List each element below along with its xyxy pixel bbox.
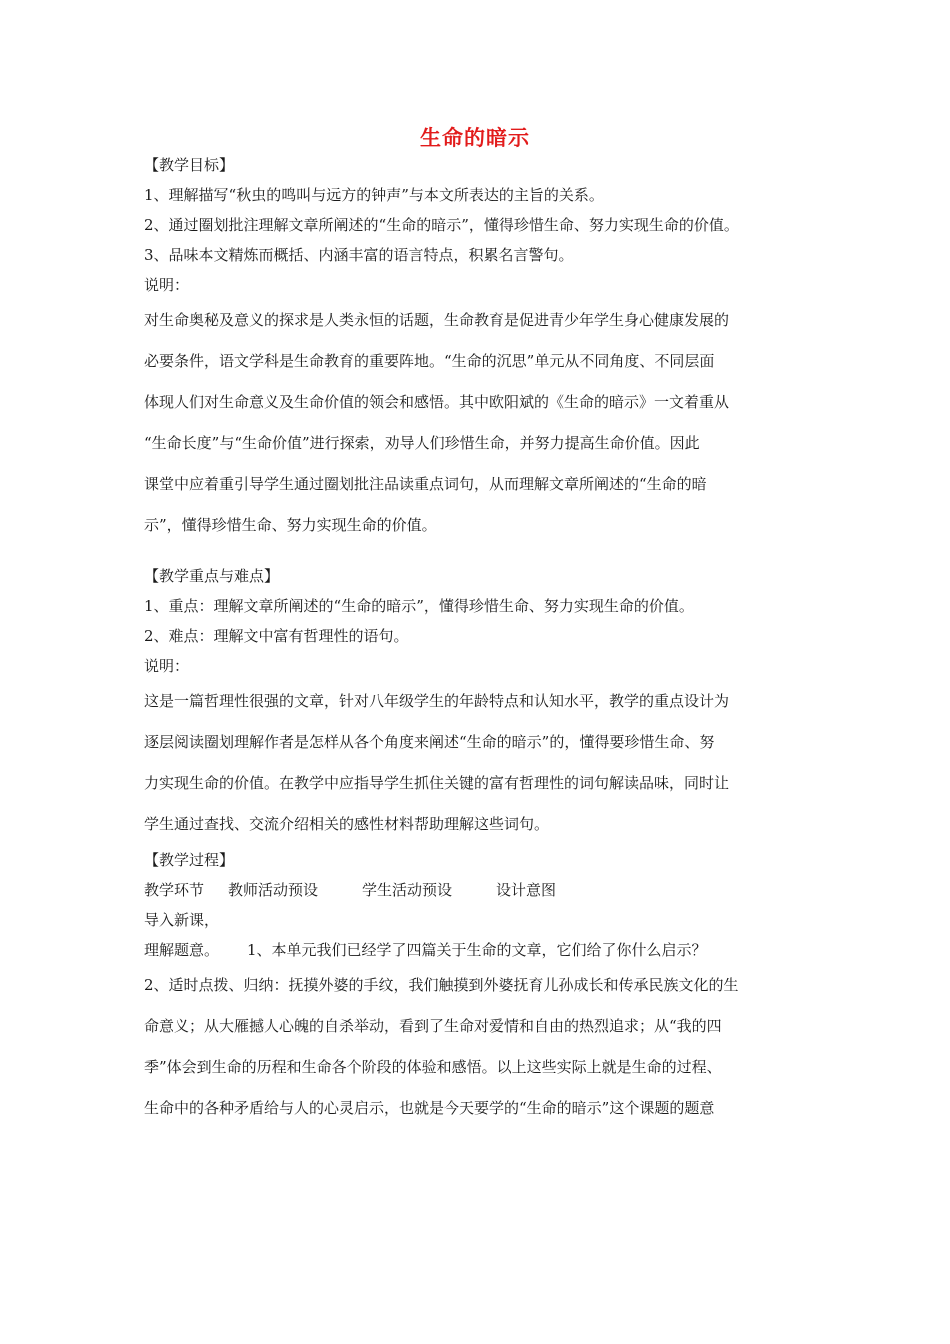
heading-teaching-goals: 【教学目标】 xyxy=(144,156,235,174)
goals-note-label: 说明： xyxy=(144,276,190,294)
process-body-line: 季”体会到生命的历程和生命各个阶段的体验和感悟。以上这些实际上就是生命的过程、 xyxy=(144,1058,722,1076)
process-step-name-line2: 理解题意。 xyxy=(144,941,220,959)
page-title: 生命的暗示 xyxy=(420,126,530,150)
key-point-item-1: 1、重点：理解文章所阐述的“生命的暗示”，懂得珍惜生命、努力实现生命的价值。 xyxy=(144,597,694,615)
focus-note-label: 说明： xyxy=(144,657,190,675)
goal-item-1: 1、理解描写“秋虫的鸣叫与远方的钟声”与本文所表达的主旨的关系。 xyxy=(144,186,604,204)
focus-note-line: 逐层阅读圈划理解作者是怎样从各个角度来阐述“生命的暗示”的，懂得要珍惜生命、努 xyxy=(144,733,715,751)
goals-note-line: 体现人们对生命意义及生命价值的领会和感悟。其中欧阳斌的《生命的暗示》一文着重从 xyxy=(144,393,730,411)
process-body-line: 2、适时点拨、归纳：抚摸外婆的手纹，我们触摸到外婆抚育儿孙成长和传承民族文化的生 xyxy=(144,976,739,994)
heading-teaching-process: 【教学过程】 xyxy=(144,851,235,869)
key-point-item-2: 2、难点：理解文中富有哲理性的语句。 xyxy=(144,627,409,645)
heading-key-points: 【教学重点与难点】 xyxy=(144,567,280,585)
goals-note-line: 课堂中应着重引导学生通过圈划批注品读重点词句，从而理解文章所阐述的“生命的暗 xyxy=(144,475,707,493)
process-step-line2 xyxy=(144,935,816,965)
process-step-name-line1: 导入新课， xyxy=(144,911,220,929)
focus-note-line: 这是一篇哲理性很强的文章，针对八年级学生的年龄特点和认知水平，教学的重点设计为 xyxy=(144,692,730,710)
column-teacher-activity: 教师活动预设 xyxy=(228,881,319,899)
document-body xyxy=(144,150,816,1129)
focus-note-line: 学生通过查找、交流介绍相关的感性材料帮助理解这些词句。 xyxy=(144,815,550,833)
column-student-activity: 学生活动预设 xyxy=(362,881,453,899)
process-columns-header xyxy=(144,875,816,905)
goals-note-line: 必要条件，语文学科是生命教育的重要阵地。“生命的沉思”单元从不同角度、不同层面 xyxy=(144,352,715,370)
goals-note-line: 对生命奥秘及意义的探求是人类永恒的话题，生命教育是促进青少年学生身心健康发展的 xyxy=(144,311,730,329)
column-design-intent: 设计意图 xyxy=(496,881,557,899)
goal-item-3: 3、品味本文精炼而概括、内涵丰富的语言特点，积累名言警句。 xyxy=(144,246,574,264)
focus-note-line: 力实现生命的价值。在教学中应指导学生抓住关键的富有哲理性的词句解读品味，同时让 xyxy=(144,774,730,792)
goal-item-2: 2、通过圈划批注理解文章所阐述的“生命的暗示”，懂得珍惜生命、努力实现生命的价值。 xyxy=(144,216,739,234)
goals-note-line: 示”，懂得珍惜生命、努力实现生命的价值。 xyxy=(144,516,437,534)
section-spacer xyxy=(144,546,816,561)
goals-note-line: “生命长度”与“生命价值”进行探索，劝导人们珍惜生命，并努力提高生命价值。因此 xyxy=(144,434,700,452)
column-teaching-step: 教学环节 xyxy=(144,881,205,899)
process-body-line: 生命中的各种矛盾给与人的心灵启示，也就是今天要学的“生命的暗示”这个课题的题意 xyxy=(144,1099,715,1117)
teacher-activity-question: 1、本单元我们已经学了四篇关于生命的文章，它们给了你什么启示？ xyxy=(247,941,707,959)
process-body-line: 命意义；从大雁撼人心魄的自杀举动，看到了生命对爱情和自由的热烈追求；从“我的四 xyxy=(144,1017,722,1035)
